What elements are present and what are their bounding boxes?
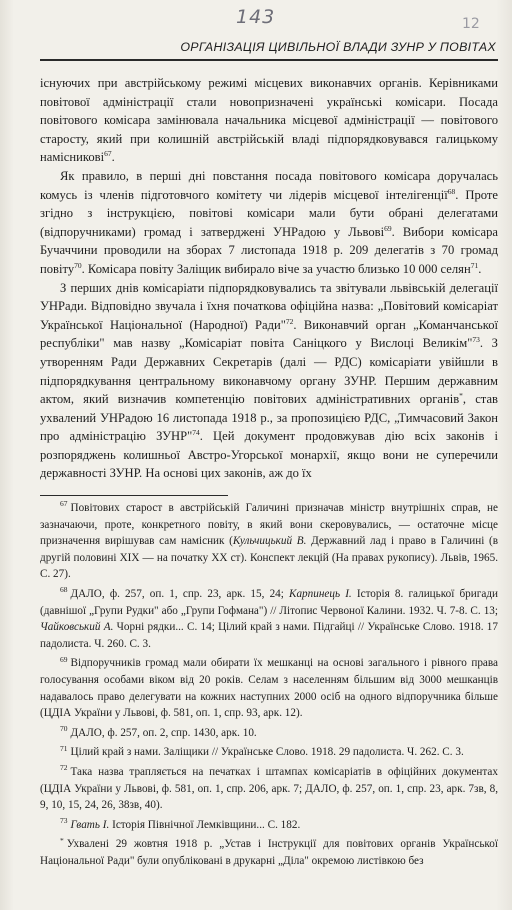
paragraph-1: існуючих при австрійському режимі місцевих виконавчих органів. Керівниками повітової адміністрації стали новопризначені українські комісари. Посада повітового комісара замінювала начальника місцевої адміністрації — повітового старосту, який при колишній австрійській владі підпорядковувався галицькому намісникові$^{67}$. (40, 76, 498, 165)
footnote-separator (40, 495, 228, 496)
footnotes (40, 500, 498, 872)
footnote-72: $^{72}$ Така назва трапляється на печатках і штампах комісаріатів в офіційних документах (ЦДІА України у Львові, ф. 581, оп. 1, спр. 206, арк. 7; ДАЛО, ф. 257, оп. 1, спр. 23, арк. 7зв, 8, 9, 10, 15, 24, 26, 38зв, 40). (40, 763, 498, 812)
footnote-69: $^{69}$ Відпоручників громад мали обирати їх мешканці на основі загального і рівного права голосування особами віком від 20 років. Селам з населенням більшим від 3000 мешканців надавалось право делегувати на кожних наступних 2000 осіб на одного відпоручника більше (ЦДІА України у Львові, ф. 581, оп. 1, спр. 93, арк. 12). (40, 654, 498, 720)
main-text (40, 74, 498, 483)
footnote-ref: 69 (384, 223, 392, 233)
handwritten-page-number: 143 (236, 6, 276, 28)
footnote-ref: 74 (192, 428, 200, 438)
footnote-73: $^{73}$ Гвать І. Історія Північної Лемківщини... С. 182. (60, 815, 301, 831)
footnote-70: $^{70}$ ДАЛО, ф. 257, оп. 2, спр. 1430, арк. 10. (60, 723, 257, 739)
footnote-ref: 70 (74, 260, 82, 270)
footnote-67: $^{67}$ Повітових старост в австрійській Галичині призначав міністр внутрішніх справ, не зазначаючи, проте, конкретного повіту, в який вони скеровувались, — остаточне місце призначення вирішував сам намісник (Кульчицький В. Державний лад і право в Галичині (в другій половині XIX — на початку XX ст). Конспект лекцій (На правах рукопису). Львів, 1965. С. 27). (40, 499, 498, 581)
paragraph-2: Як правило, в перші дні повстання посада повітового комісара доручалась комусь із членів підготовчого комітету чи лідерів місцевої інтелігенції$^{68}$. Проте згідно з інструкцією, повітові комісари мали бути обрані делегатами (відпоручниками) громад і затверджені УНРадою у Львові$^{69}$. Вибори комісара Бучаччини проводили на зборах 7 листопада 1918 р. 209 делегатів з 70 громад повіту$^{70}$. Комісара повіту Заліщик вибирало віче за участю близько 10 000 селян$^{71}$. (40, 168, 498, 276)
running-header: ОРГАНІЗАЦІЯ ЦИВІЛЬНОЇ ВЛАДИ ЗУНР У ПОВІТАХ (180, 40, 496, 54)
footnote-ref: 71 (470, 260, 479, 270)
footnote-ref: 67 (104, 149, 112, 159)
footnote-ref: 68 (447, 186, 456, 196)
footnote-star: * Ухвалені 29 жовтня 1918 р. „Устав і Інструкції для повітових органів Української Національної Ради" були опубліковані в друкарні „Діла" окремою листівкою без (40, 835, 498, 867)
header-rule (40, 59, 498, 61)
footnote-68: $^{68}$ ДАЛО, ф. 257, оп. 1, спр. 23, арк. 15, 24; Карпинець І. Історія 8. галицької бригади (давнішої „Групи Рудки" або „Групи Гофмана") // Літопис Червоної Калини. 1932. Ч. 7-8. С. 13; Чайковський А. Чорні рядки... С. 14; Цілий край з нами. Підгайці // Українське Слово. 1918. 17 падолиста. Ч. 260. С. 3. (40, 585, 498, 650)
footnote-ref: 73 (472, 335, 480, 345)
handwritten-corner-mark: 12 (462, 16, 480, 32)
footnote-71: $^{71}$ Цілий край з нами. Заліщики // Українське Слово. 1918. 29 падолиста. Ч. 262. С. 3. (60, 743, 464, 759)
footnote-ref: * (459, 390, 463, 400)
paragraph-3: З перших днів комісаріати підпорядковувались та звітували львівській делегації УНРади. Відповідно звучала і їхня початкова офіційна назва: „Повітовий комісаріат Української Національної (Народної) Ради"$^{72}$. Виконавчий орган „Команчанської республіки" мав назву „Комісаріат повіта Саніцкого у Вислоці Великім"$^{73}$. З утворенням Ради Державних Секретарів (далі — РДС) комісаріати увійшли в підпорядкування центральному виконавчому органу ЗУНР. Першим державним актом, який визначив компетенцію повітових адміністративних органів*, став ухвалений УНРадою 16 листопада 1918 р., за пропозицією РДС, „Тимчасовий Закон про адміністрацію ЗУНР"$^{74}$. Цей документ продовжував дію всіх законів і розпоряджень колишньої Австро-Угорської монархії, якщо вони не суперечили державності ЗУНР. На основі цих законів, аж до їх (40, 280, 498, 481)
footnote-ref: 72 (285, 316, 294, 326)
